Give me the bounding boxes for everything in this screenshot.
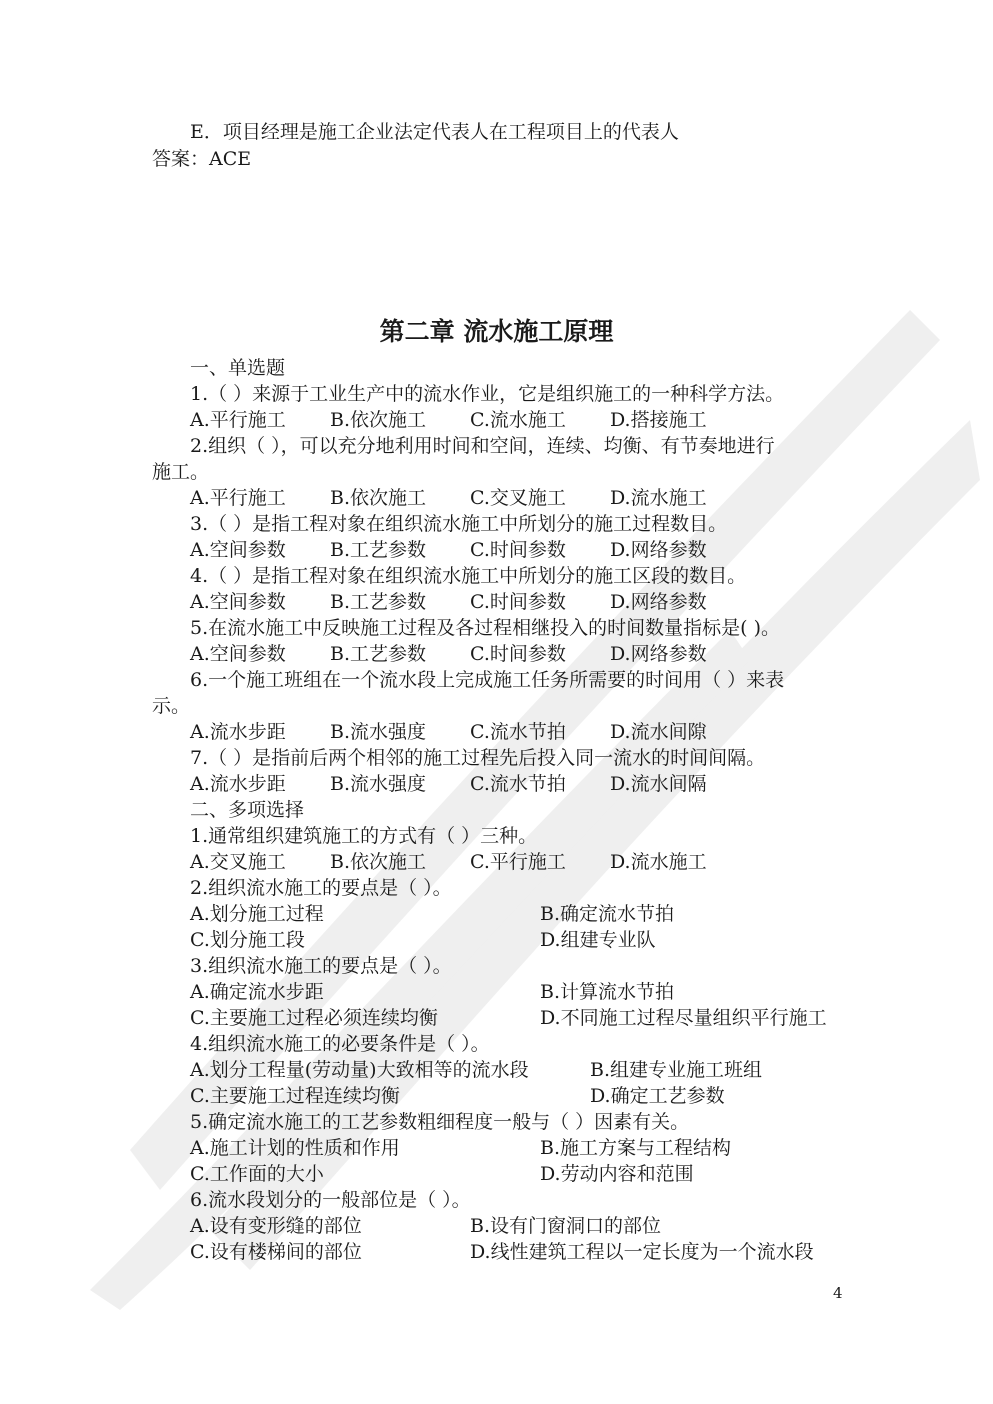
option-b: B.确定流水节拍 <box>540 903 675 925</box>
question-multi-3: 3.组织流水施工的要点是（ ）。 <box>190 955 452 977</box>
page-number: 4 <box>833 1284 843 1302</box>
option-b: B.施工方案与工程结构 <box>540 1137 732 1159</box>
option-c: C.主要施工过程必须连续均衡 <box>190 1007 438 1029</box>
option-c: C.流水节拍 <box>470 721 566 743</box>
option-d: D.不同施工过程尽量组织平行施工 <box>540 1007 827 1029</box>
option-a: A.划分工程量(劳动量)大致相等的流水段 <box>190 1059 529 1081</box>
option-c: C.主要施工过程连续均衡 <box>190 1085 400 1107</box>
option-a: A.交叉施工 <box>190 851 286 873</box>
option-c: C.流水节拍 <box>470 773 566 795</box>
question-single-7: 7.（ ）是指前后两个相邻的施工过程先后投入同一流水的时间间隔。 <box>190 747 766 769</box>
option-a: A.流水步距 <box>190 773 286 795</box>
question-multi-1: 1.通常组织建筑施工的方式有（ ）三种。 <box>190 825 538 847</box>
option-d: D.流水间隙 <box>610 721 707 743</box>
option-b: B.工艺参数 <box>330 643 427 665</box>
chapter-title: 第二章 流水施工原理 <box>379 317 614 346</box>
option-b: B.计算流水节拍 <box>540 981 675 1003</box>
option-a: A.确定流水步距 <box>190 981 324 1003</box>
question-single-5: 5.在流水施工中反映施工过程及各过程相继投入的时间数量指标是( )。 <box>190 617 780 639</box>
option-d: D.流水间隔 <box>610 773 707 795</box>
option-a: A.设有变形缝的部位 <box>190 1215 362 1237</box>
option-c: C.时间参数 <box>470 643 566 665</box>
option-b: B.依次施工 <box>330 487 427 509</box>
question-single-1: 1.（ ）来源于工业生产中的流水作业，它是组织施工的一种科学方法。 <box>190 383 785 405</box>
section-heading-multi: 二、多项选择 <box>190 799 305 821</box>
option-d: D.网络参数 <box>610 591 707 613</box>
option-d: D.搭接施工 <box>610 409 707 431</box>
option-d: D.劳动内容和范围 <box>540 1163 694 1185</box>
option-a: A.平行施工 <box>190 409 286 431</box>
section-heading-single: 一、单选题 <box>190 357 286 379</box>
option-c: C.时间参数 <box>470 539 566 561</box>
option-c: C.平行施工 <box>470 851 566 873</box>
option-d: D.网络参数 <box>610 539 707 561</box>
option-b: B.设有门窗洞口的部位 <box>470 1215 662 1237</box>
option-a: A.施工计划的性质和作用 <box>190 1137 400 1159</box>
option-b: B.流水强度 <box>330 773 427 795</box>
question-single-6: 6.一个施工班组在一个流水段上完成施工任务所需要的时间用（ ）来表 <box>190 669 785 691</box>
option-a: A.平行施工 <box>190 487 286 509</box>
option-d: D.确定工艺参数 <box>590 1085 725 1107</box>
option-c: C.划分施工段 <box>190 929 305 951</box>
option-c: C.设有楼梯间的部位 <box>190 1241 362 1263</box>
option-a: A.空间参数 <box>190 643 286 665</box>
option-c: C.工作面的大小 <box>190 1163 324 1185</box>
option-a: A.流水步距 <box>190 721 286 743</box>
question-multi-6: 6.流水段划分的一般部位是（ ）。 <box>190 1189 471 1211</box>
question-single-2: 2.组织（ ），可以充分地利用时间和空间，连续、均衡、有节奏地进行 <box>190 435 775 457</box>
option-b: B.依次施工 <box>330 851 427 873</box>
option-a: A.空间参数 <box>190 539 286 561</box>
previous-option-e: E．项目经理是施工企业法定代表人在工程项目上的代表人 <box>190 121 679 143</box>
question-single-4: 4.（ ）是指工程对象在组织流水施工中所划分的施工区段的数目。 <box>190 565 747 587</box>
option-a: A.划分施工过程 <box>190 903 324 925</box>
option-b: B.流水强度 <box>330 721 427 743</box>
option-a: A.空间参数 <box>190 591 286 613</box>
option-c: C.流水施工 <box>470 409 566 431</box>
option-c: C.时间参数 <box>470 591 566 613</box>
option-c: C.交叉施工 <box>470 487 566 509</box>
question-multi-2: 2.组织流水施工的要点是（ ）。 <box>190 877 452 899</box>
option-d: D.线性建筑工程以一定长度为一个流水段 <box>470 1241 814 1263</box>
question-single-3: 3.（ ）是指工程对象在组织流水施工中所划分的施工过程数目。 <box>190 513 728 535</box>
option-b: B.依次施工 <box>330 409 427 431</box>
option-d: D.组建专业队 <box>540 929 656 951</box>
option-d: D.流水施工 <box>610 487 707 509</box>
option-d: D.网络参数 <box>610 643 707 665</box>
question-multi-4: 4.组织流水施工的必要条件是（ ）。 <box>190 1033 490 1055</box>
question-single-6-cont: 示。 <box>152 695 191 717</box>
previous-answer: 答案：ACE <box>152 148 252 170</box>
question-multi-5: 5.确定流水施工的工艺参数粗细程度一般与（ ）因素有关。 <box>190 1111 690 1133</box>
option-d: D.流水施工 <box>610 851 707 873</box>
question-single-2-cont: 施工。 <box>152 461 210 483</box>
option-b: B.组建专业施工班组 <box>590 1059 763 1081</box>
option-b: B.工艺参数 <box>330 539 427 561</box>
option-b: B.工艺参数 <box>330 591 427 613</box>
